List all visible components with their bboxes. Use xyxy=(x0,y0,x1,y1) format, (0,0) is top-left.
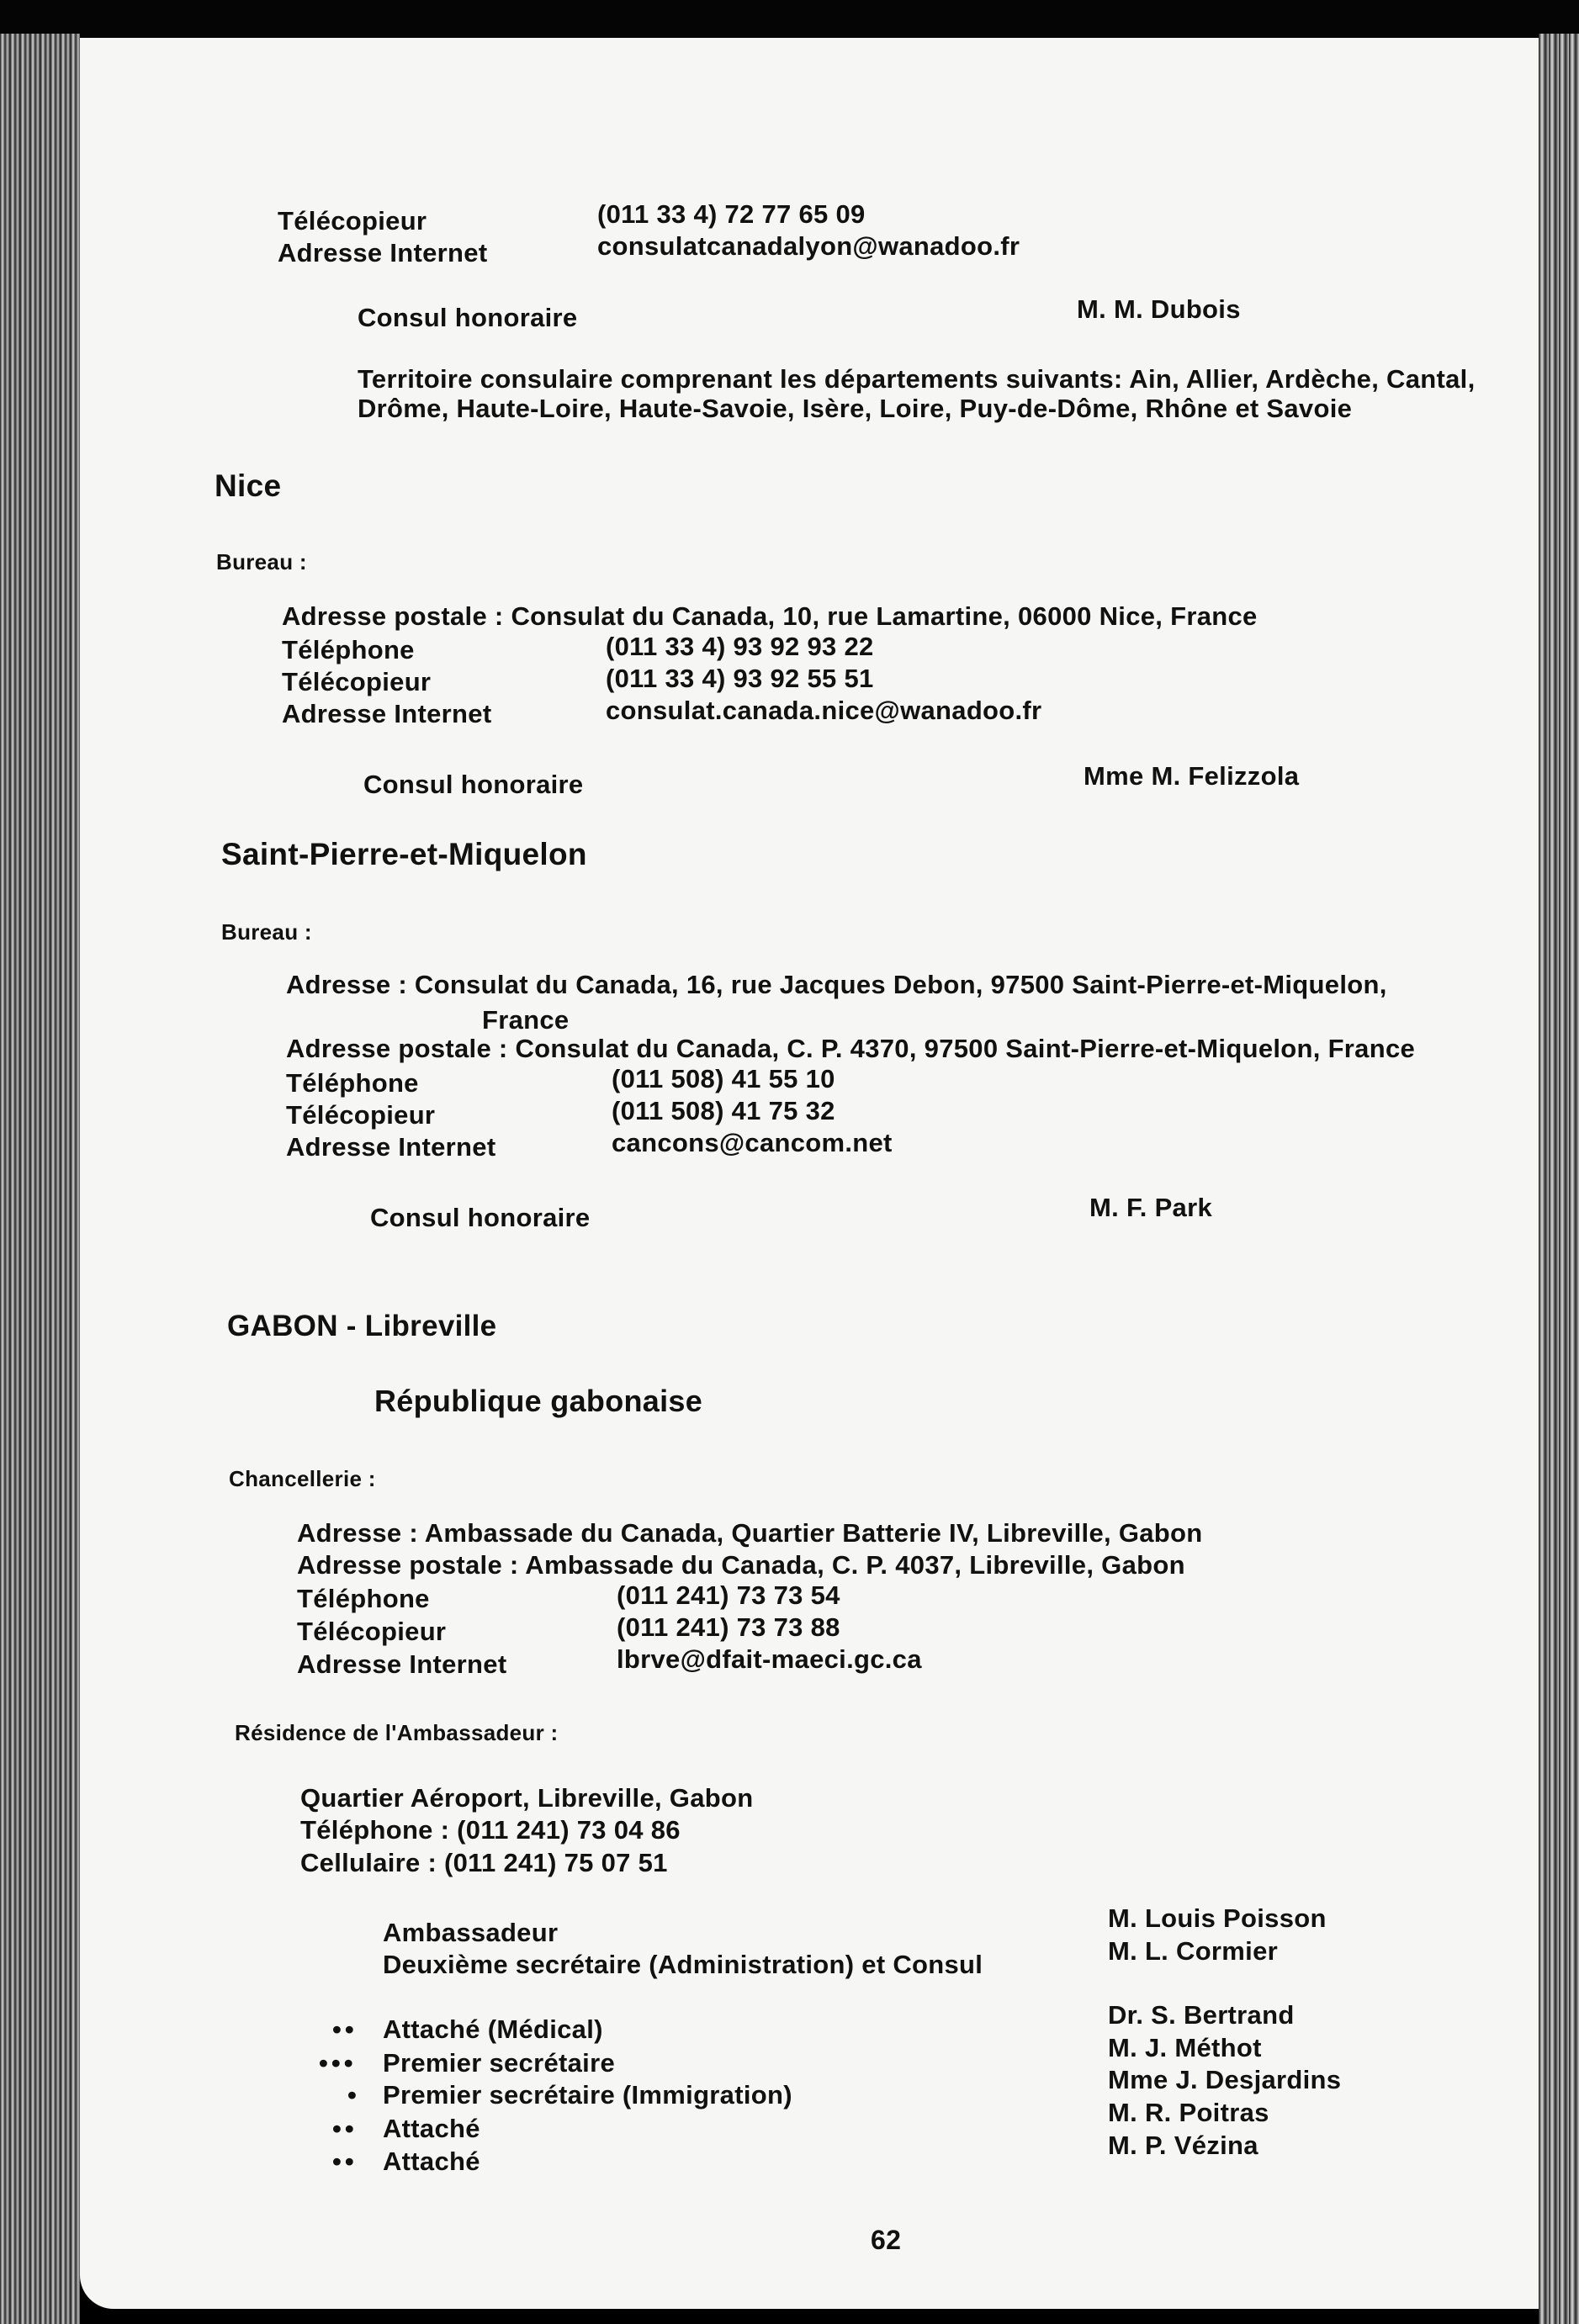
staff-name: Mme J. Desjardins xyxy=(1108,2065,1342,2094)
nice-phone-value: (011 33 4) 93 92 93 22 xyxy=(606,632,874,661)
spm-postal-address: Adresse postale : Consulat du Canada, C. P. 4370, 97500 Saint-Pierre-et-Miquelon, France xyxy=(286,1034,1416,1063)
nice-bureau-label: Bureau : xyxy=(216,549,307,574)
nice-heading: Nice xyxy=(215,469,282,503)
book-spine-right xyxy=(1539,34,1579,2324)
staff-title: Ambassadeur xyxy=(383,1918,559,1947)
gabon-residence-cell: Cellulaire : (011 241) 75 07 51 xyxy=(300,1848,668,1877)
gabon-phone-label: Téléphone xyxy=(297,1584,430,1613)
spm-heading: Saint-Pierre-et-Miquelon xyxy=(221,837,587,871)
spm-fax-label: Télécopieur xyxy=(286,1100,436,1130)
staff-name: M. J. Méthot xyxy=(1108,2033,1262,2062)
lyon-territory-line2: Drôme, Haute-Loire, Haute-Savoie, Isère, Loire, Puy-de-Dôme, Rhône et Savoie xyxy=(358,394,1353,423)
gabon-phone-value: (011 241) 73 73 54 xyxy=(617,1580,840,1610)
staff-title: Attaché xyxy=(383,2147,480,2176)
gabon-residence-label: Résidence de l'Ambassadeur : xyxy=(235,1720,559,1745)
staff-bullet: •• xyxy=(332,2147,358,2176)
lyon-fax-value: (011 33 4) 72 77 65 09 xyxy=(597,199,866,229)
document-page xyxy=(80,38,1539,2309)
book-spine-left xyxy=(0,34,80,2324)
lyon-territory-line1: Territoire consulaire comprenant les départements suivants: Ain, Allier, Ardèche, Cantal, xyxy=(358,364,1476,394)
lyon-internet-value: consulatcanadalyon@wanadoo.fr xyxy=(597,231,1020,261)
nice-postal-address: Adresse postale : Consulat du Canada, 10, rue Lamartine, 06000 Nice, France xyxy=(282,601,1258,631)
gabon-fax-label: Télécopieur xyxy=(297,1617,447,1646)
gabon-heading: GABON - Libreville xyxy=(227,1310,497,1342)
staff-bullet: •• xyxy=(332,2014,358,2044)
page-number: 62 xyxy=(871,2225,902,2255)
staff-bullet: • xyxy=(347,2080,360,2110)
spm-phone-label: Téléphone xyxy=(286,1068,419,1098)
staff-name: M. Louis Poisson xyxy=(1108,1903,1327,1933)
spm-phone-value: (011 508) 41 55 10 xyxy=(612,1064,835,1093)
staff-name: M. L. Cormier xyxy=(1108,1936,1278,1966)
nice-consul-name: Mme M. Felizzola xyxy=(1084,761,1300,791)
gabon-internet-value: lbrve@dfait-maeci.gc.ca xyxy=(617,1644,922,1674)
lyon-fax-label: Télécopieur xyxy=(278,206,427,236)
staff-title: Premier secrétaire xyxy=(383,2048,615,2078)
gabon-residence-address: Quartier Aéroport, Libreville, Gabon xyxy=(300,1783,754,1813)
gabon-chancery-label: Chancellerie : xyxy=(229,1466,376,1491)
lyon-consul-name: M. M. Dubois xyxy=(1077,294,1241,324)
gabon-postal-address: Adresse postale : Ambassade du Canada, C. P. 4037, Libreville, Gabon xyxy=(297,1550,1185,1580)
staff-name: Dr. S. Bertrand xyxy=(1108,2000,1295,2030)
staff-title: Deuxième secrétaire (Administration) et Consul xyxy=(383,1950,983,1979)
gabon-residence-phone: Téléphone : (011 241) 73 04 86 xyxy=(300,1815,681,1845)
staff-name: M. P. Vézina xyxy=(1108,2131,1258,2160)
staff-title: Attaché xyxy=(383,2114,480,2143)
spm-bureau-label: Bureau : xyxy=(221,919,312,945)
spm-internet-label: Adresse Internet xyxy=(286,1132,496,1162)
nice-fax-label: Télécopieur xyxy=(282,667,432,696)
staff-title: Attaché (Médical) xyxy=(383,2014,603,2044)
lyon-consul-title: Consul honoraire xyxy=(358,303,578,332)
gabon-internet-label: Adresse Internet xyxy=(297,1649,507,1679)
nice-fax-value: (011 33 4) 93 92 55 51 xyxy=(606,664,874,693)
staff-bullet: ••• xyxy=(319,2048,357,2078)
spm-address-line1: Adresse : Consulat du Canada, 16, rue Jacques Debon, 97500 Saint-Pierre-et-Miquelon, xyxy=(286,970,1387,999)
spm-address-line2: France xyxy=(482,1005,570,1035)
nice-phone-label: Téléphone xyxy=(282,635,415,664)
staff-name: M. R. Poitras xyxy=(1108,2098,1269,2127)
staff-title: Premier secrétaire (Immigration) xyxy=(383,2080,792,2110)
spm-internet-value: cancons@cancom.net xyxy=(612,1128,893,1157)
gabon-address: Adresse : Ambassade du Canada, Quartier Batterie IV, Libreville, Gabon xyxy=(297,1518,1203,1548)
spm-consul-title: Consul honoraire xyxy=(370,1203,591,1232)
scan-border-top xyxy=(0,0,1579,38)
nice-consul-title: Consul honoraire xyxy=(363,770,584,799)
nice-internet-value: consulat.canada.nice@wanadoo.fr xyxy=(606,696,1042,725)
nice-internet-label: Adresse Internet xyxy=(282,699,492,728)
gabon-republic: République gabonaise xyxy=(374,1384,703,1418)
gabon-fax-value: (011 241) 73 73 88 xyxy=(617,1612,840,1642)
spm-fax-value: (011 508) 41 75 32 xyxy=(612,1096,835,1125)
staff-bullet: •• xyxy=(332,2114,358,2143)
spm-consul-name: M. F. Park xyxy=(1089,1193,1212,1222)
lyon-internet-label: Adresse Internet xyxy=(278,238,488,267)
